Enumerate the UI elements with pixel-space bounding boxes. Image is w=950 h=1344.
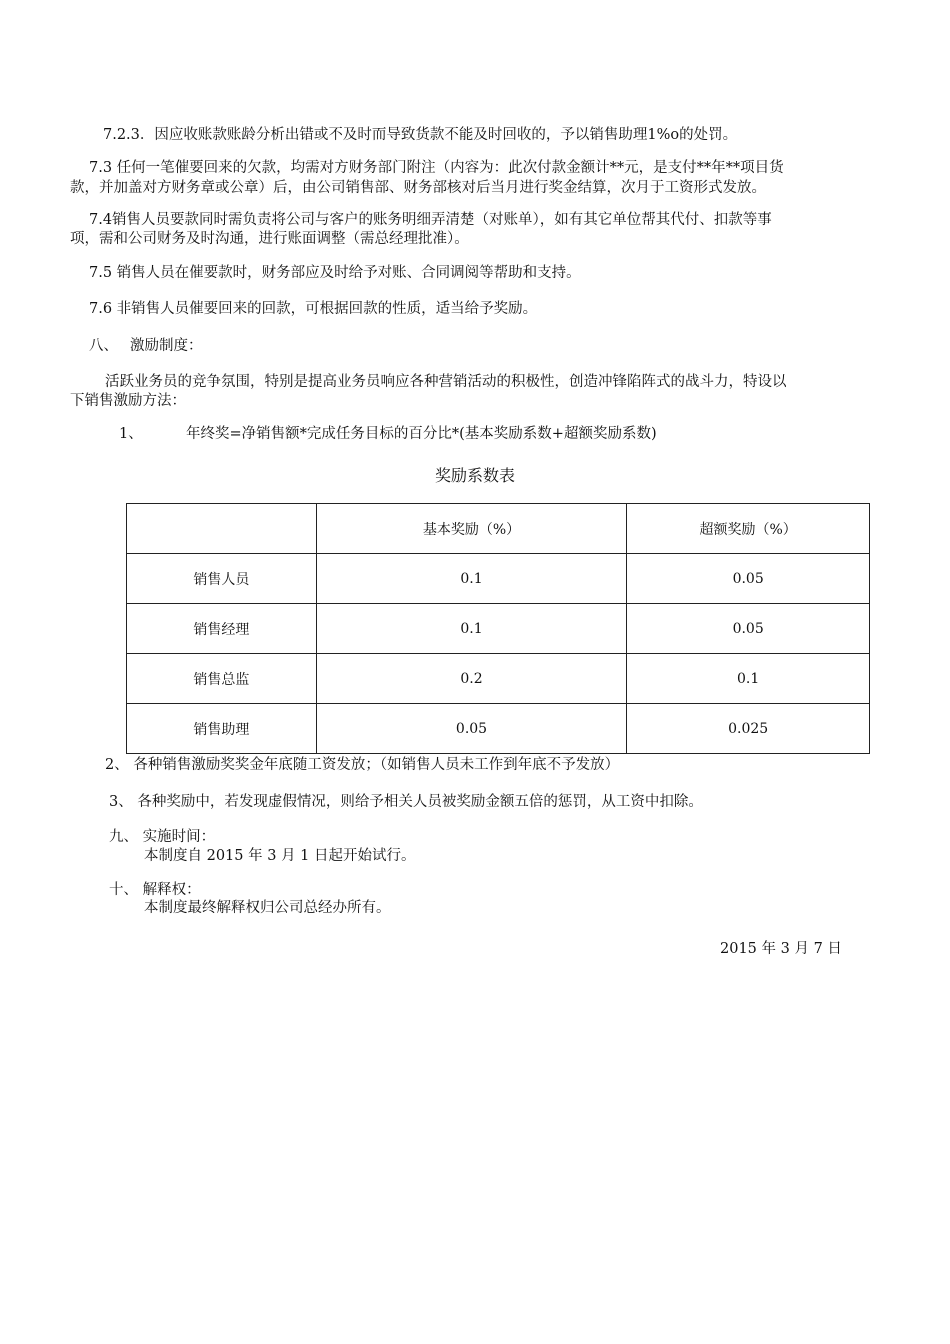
header-extra-reward: 超额奖励（%） (627, 504, 870, 554)
header-empty (127, 504, 317, 554)
table-row (127, 554, 870, 604)
base-cell: 0.05 (316, 704, 627, 754)
section-8-number: 八、 (89, 338, 118, 354)
role-cell: 销售助理 (127, 704, 317, 754)
paragraph-7-4-line2: 项，需和公司财务及时沟通，进行账面调整（需总经理批准）。 (70, 231, 469, 247)
extra-cell: 0.05 (627, 554, 870, 604)
table-row (127, 604, 870, 654)
extra-cell: 0.1 (627, 654, 870, 704)
section-10-heading: 十、 解释权： (109, 882, 201, 898)
role-cell: 销售总监 (127, 654, 317, 704)
document-date: 2015 年 3 月 7 日 (720, 941, 842, 957)
paragraph-7-4-line1: 7.4销售人员要款同时需负责将公司与客户的账务明细弄清楚（对账单），如有其它单位帮其代付、扣款等事 (89, 212, 772, 228)
base-cell: 0.1 (316, 604, 627, 654)
paragraph-7-6: 7.6 非销售人员催要回来的回款，可根据回款的性质，适当给予奖励。 (89, 301, 538, 317)
item-2: 2、 各种销售激励奖奖金年底随工资发放；（如销售人员未工作到年底不予发放） (105, 757, 620, 773)
table-row (127, 654, 870, 704)
paragraph-7-2-3: 7.2.3．因应收账款账龄分析出错或不及时而导致货款不能及时回收的，予以销售助理1%o的处罚。 (103, 127, 738, 143)
reward-coefficient-table (126, 503, 870, 754)
extra-cell: 0.05 (627, 604, 870, 654)
role-cell: 销售人员 (127, 554, 317, 604)
table-row (127, 704, 870, 754)
base-cell: 0.2 (316, 654, 627, 704)
item-1-number: 1、 (119, 426, 143, 442)
item-3: 3、 各种奖励中，若发现虚假情况，则给予相关人员被奖励金额五倍的惩罚，从工资中扣除。 (109, 794, 703, 810)
paragraph-7-3-line2: 款，并加盖对方财务章或公章）后，由公司销售部、财务部核对后当月进行奖金结算，次月于工资形式发放。 (70, 180, 766, 196)
section-9-heading: 九、 实施时间： (109, 829, 216, 845)
section-8-intro-line2: 下销售激励方法： (70, 393, 186, 409)
section-9-text: 本制度自 2015 年 3 月 1 日起开始试行。 (144, 848, 416, 864)
item-1-text: 年终奖=净销售额*完成任务目标的百分比*(基本奖励系数+超额奖励系数) (186, 426, 657, 442)
section-8-intro-line1: 活跃业务员的竞争氛围，特别是提高业务员响应各种营销活动的积极性，创造冲锋陷阵式的战斗力，特设以 (105, 374, 787, 390)
section-10-text: 本制度最终解释权归公司总经办所有。 (144, 900, 391, 916)
section-8-title: 激励制度： (130, 338, 203, 354)
table-header-row (127, 504, 870, 554)
paragraph-7-5: 7.5 销售人员在催要款时，财务部应及时给予对账、合同调阅等帮助和支持。 (89, 265, 581, 281)
paragraph-7-3-line1: 7.3 任何一笔催要回来的欠款，均需对方财务部门附注（内容为：此次付款金额计**元，是支付**年**项目货 (89, 160, 784, 176)
extra-cell: 0.025 (627, 704, 870, 754)
header-base-reward: 基本奖励（%） (316, 504, 627, 554)
role-cell: 销售经理 (127, 604, 317, 654)
table-caption: 奖励系数表 (434, 466, 515, 485)
base-cell: 0.1 (316, 554, 627, 604)
